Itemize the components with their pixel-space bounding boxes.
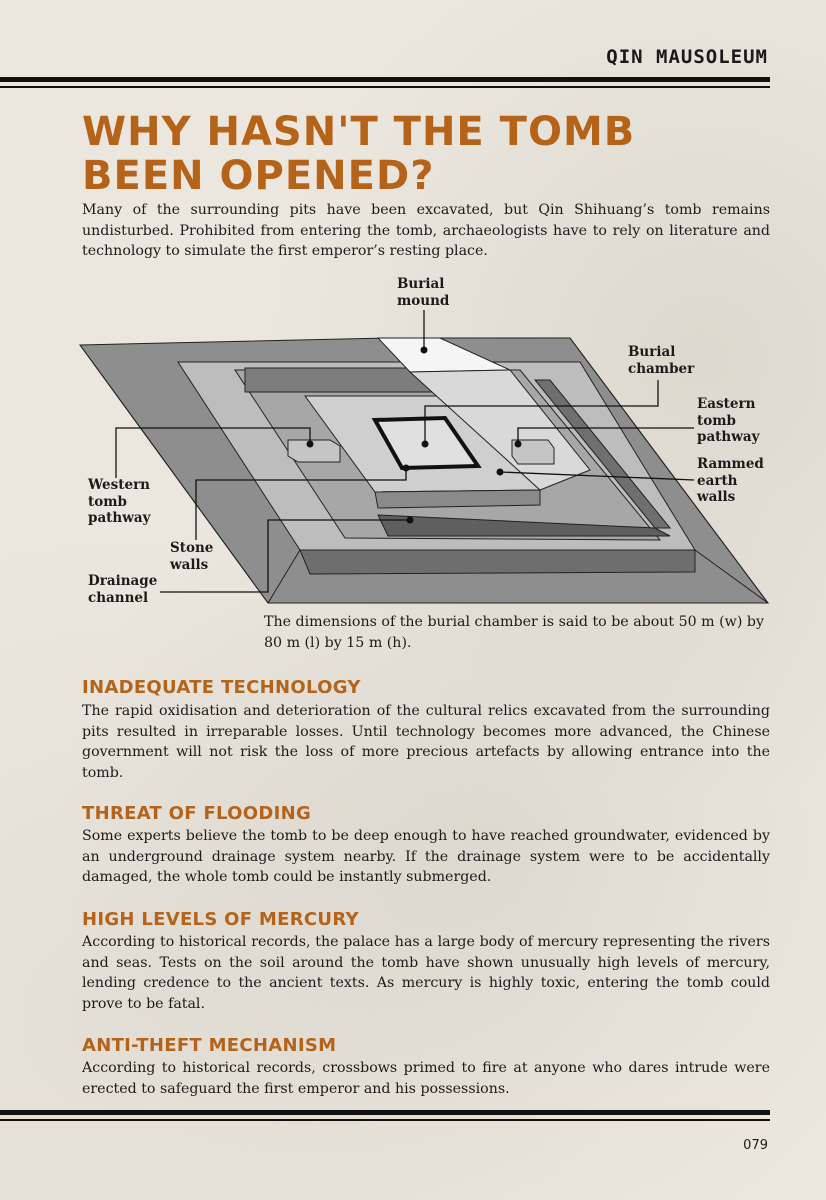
intro-paragraph: Many of the surrounding pits have been excavated, but Qin Shihuang’s tomb remains undisturbed. Prohibited from entering the tomb, archaeologists have to rely on literature and technology to simulate the first emperor’s resting place. [82,202,770,260]
label-burial-chamber: Burial chamber [628,344,695,377]
label-western-tomb-pathway: Western tomb pathway [88,477,151,526]
header-title: QIN MAUSOLEUM [606,46,768,68]
burial-mound-front [375,490,540,508]
section-heading: HIGH LEVELS OF MERCURY [82,909,359,930]
diagram-caption: The dimensions of the burial chamber is said to be about 50 m (w) by 80 m (l) by 15 m (h). [264,614,764,651]
label-rammed-earth-walls: Rammed earth walls [697,456,764,505]
western-pathway-block [288,440,340,462]
label-drainage-channel: Drainage channel [88,573,158,606]
label-burial-mound: Burial mound [397,276,450,309]
footer-rule-thin [0,1119,770,1121]
section-body: The rapid oxidisation and deterioration of the cultural relics excavated from the surrounding pits resulted in irreparable losses. Until technology becomes more advanced, the Chinese government will not risk the loss of more precious artefacts by allowing entrance into the tomb. [82,703,770,781]
section-body: Some experts believe the tomb to be deep enough to have reached groundwater, evidenced by an underground drainage system nearby. If the drainage system were to be accidentally damaged, the whole tomb could be instantly submerged. [82,828,770,886]
outer-perimeter-front [300,550,695,574]
label-stone-walls: Stone walls [170,540,214,573]
section-body: According to historical records, the palace has a large body of mercury representing the rivers and seas. Tests on the soil around the tomb have shown unusually high levels of mercury, lending credence to the ancient texts. As mercury is highly toxic, entering the tomb could prove to be fatal. [82,934,770,1012]
footer-rule-thick [0,1110,770,1115]
page-title: WHY HASN'T THE TOMB BEEN OPENED? [82,109,636,199]
page-number: 079 [743,1138,768,1153]
section-body: According to historical records, crossbows primed to fire at anyone who dares intrude were erected to safeguard the first emperor and his possessions. [82,1060,770,1097]
section-heading: INADEQUATE TECHNOLOGY [82,677,361,698]
section-heading: ANTI-THEFT MECHANISM [82,1035,337,1056]
section-heading: THREAT OF FLOODING [82,803,312,824]
label-eastern-tomb-pathway: Eastern tomb pathway [697,396,760,445]
